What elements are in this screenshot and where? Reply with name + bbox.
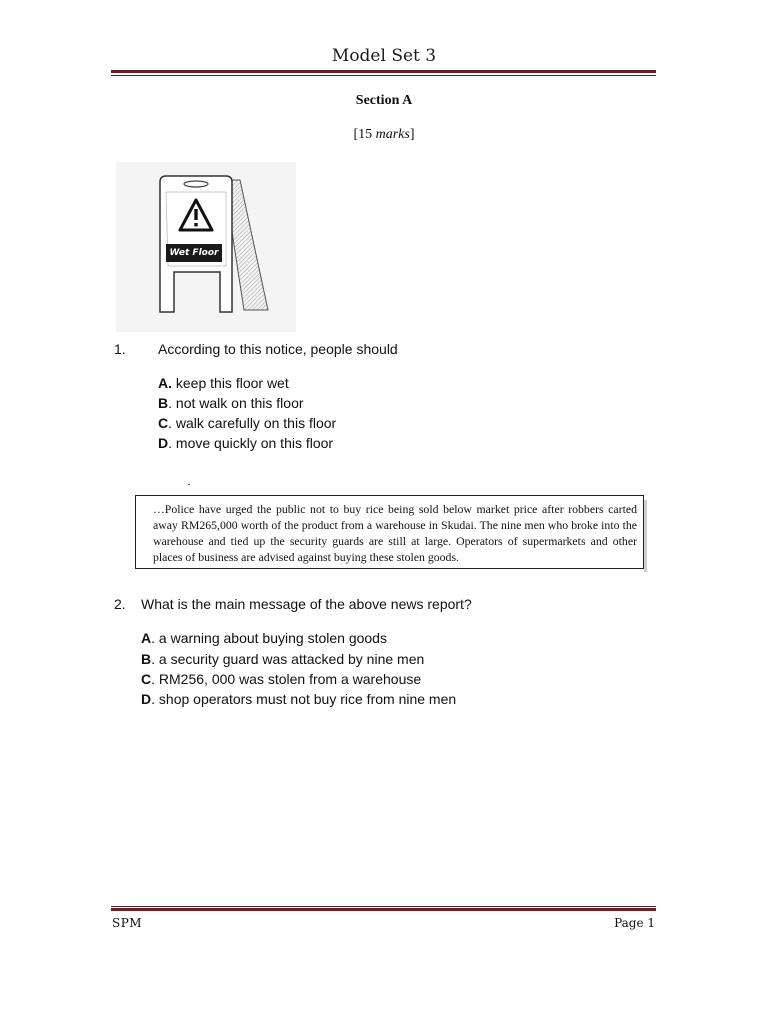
wet-floor-label: Wet Floor	[166, 244, 222, 262]
news-report-box: …Police have urged the public not to buy rice being sold below market price after robbers carted away RM265,000 worth of the product from a warehouse in Skudai. The nine men who broke into the warehouse and tied up the security guards are still at large. Operators of supermarkets and other places of business are advised against buying these stolen goods.	[135, 495, 644, 569]
question-2-number: 2.	[114, 596, 126, 612]
question-1-text: According to this notice, people should	[158, 341, 398, 357]
section-marks: [15 marks]	[353, 127, 415, 142]
footer-label: SPM	[112, 916, 143, 930]
stray-mark	[188, 484, 190, 485]
news-box-shadow	[644, 500, 647, 572]
question-2-option-c: C. RM256, 000 was stolen from a warehouse	[141, 671, 422, 687]
question-1-option-c: C. walk carefully on this floor	[158, 415, 337, 431]
section-title: Section A	[355, 93, 413, 108]
question-2-option-d: D. shop operators must not buy rice from nine men	[141, 691, 457, 707]
page-title: Model Set 3	[331, 46, 437, 66]
question-1-number: 1.	[114, 341, 126, 357]
header-rule	[111, 70, 656, 76]
wet-floor-sign-image	[116, 162, 296, 332]
question-2-option-b: B. a security guard was attacked by nine men	[141, 651, 425, 667]
question-2-text: What is the main message of the above news report?	[141, 596, 472, 612]
page-number: Page 1	[614, 916, 655, 930]
question-1-option-d: D. move quickly on this floor	[158, 435, 334, 451]
question-2-option-a: A. a warning about buying stolen goods	[141, 630, 387, 646]
warning-triangle-icon	[178, 198, 214, 232]
question-1-option-b: B. not walk on this floor	[158, 395, 304, 411]
question-1-option-a: A. keep this floor wet	[158, 375, 289, 391]
footer-rule	[111, 906, 656, 912]
